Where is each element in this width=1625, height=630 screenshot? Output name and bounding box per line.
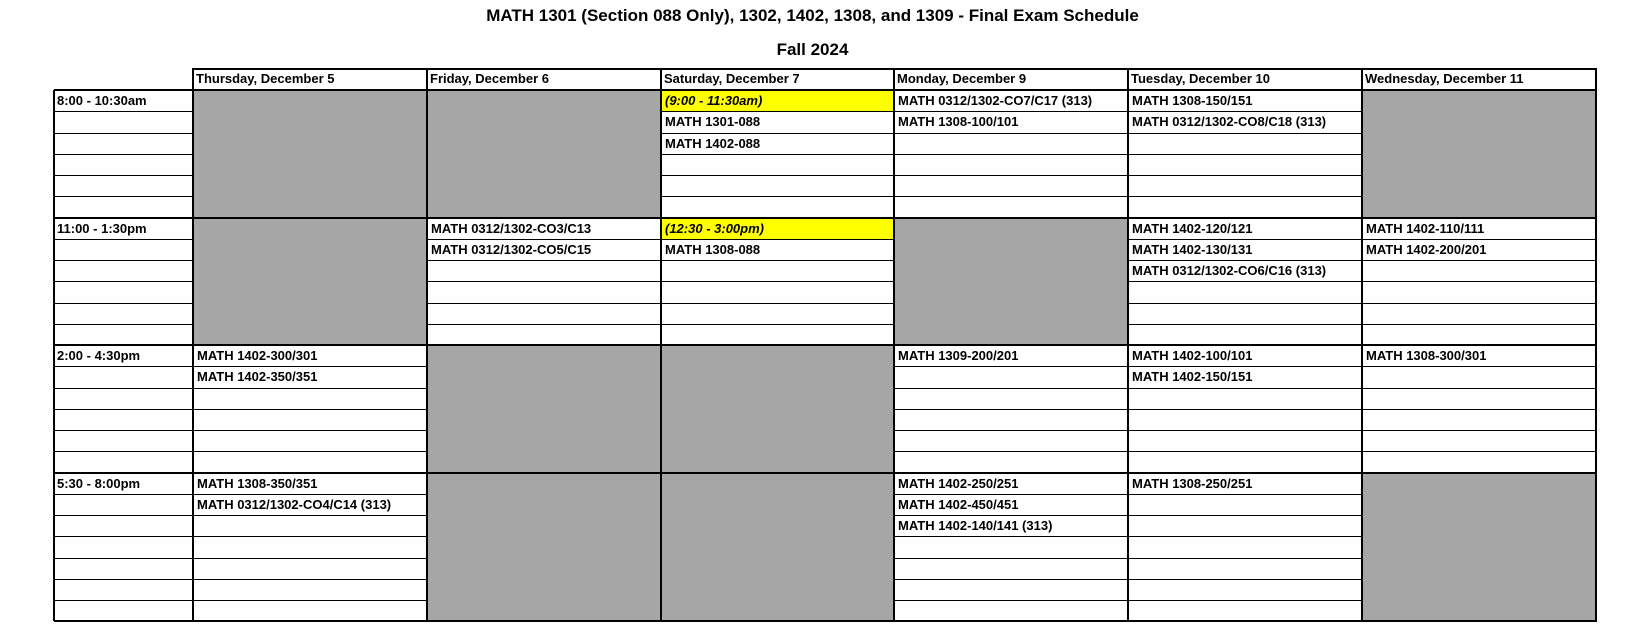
day-header-label: Thursday, December 5 bbox=[196, 71, 335, 86]
time-cell bbox=[54, 430, 193, 451]
slot-separator bbox=[54, 620, 1597, 622]
column-separator bbox=[660, 68, 662, 621]
column-separator bbox=[192, 68, 194, 621]
exam-cell bbox=[894, 451, 1128, 472]
exam-course: MATH 1308-250/251 bbox=[1132, 475, 1253, 491]
time-cell bbox=[54, 494, 193, 515]
slot-separator bbox=[54, 344, 1597, 346]
exam-course: MATH 1301-088 bbox=[665, 114, 761, 130]
exam-cell bbox=[1128, 388, 1362, 409]
session-time-note: (9:00 - 11:30am) bbox=[662, 91, 894, 111]
time-cell bbox=[54, 175, 193, 196]
exam-course: MATH 1308-088 bbox=[665, 241, 761, 257]
exam-cell bbox=[1128, 494, 1362, 515]
time-cell bbox=[54, 239, 193, 260]
exam-cell bbox=[193, 536, 427, 557]
time-cell bbox=[54, 324, 193, 345]
schedule-title: MATH 1301 (Section 088 Only), 1302, 1402, 1308, and 1309 - Final Exam Schedule bbox=[486, 6, 1139, 25]
exam-course: MATH 1402-120/121 bbox=[1132, 220, 1253, 236]
schedule-subtitle: Fall 2024 bbox=[776, 40, 849, 59]
exam-cell bbox=[427, 324, 661, 345]
exam-course: MATH 0312/1302-CO6/C16 (313) bbox=[1132, 263, 1327, 278]
exam-course: MATH 1402-130/131 bbox=[1132, 241, 1253, 257]
exam-cell bbox=[1128, 281, 1362, 302]
exam-cell bbox=[661, 260, 894, 281]
exam-cell bbox=[894, 133, 1128, 154]
exam-cell bbox=[894, 175, 1128, 196]
time-cell bbox=[54, 281, 193, 302]
time-slot-label: 8:00 - 10:30am bbox=[57, 93, 147, 108]
exam-cell bbox=[193, 515, 427, 536]
exam-course: MATH 1402-150/151 bbox=[1132, 369, 1253, 385]
blocked-cell-border bbox=[894, 218, 1128, 346]
time-cell bbox=[54, 451, 193, 472]
exam-cell bbox=[894, 154, 1128, 175]
time-cell bbox=[54, 303, 193, 324]
time-cell bbox=[54, 154, 193, 175]
exam-course: MATH 1402-250/251 bbox=[898, 475, 1019, 491]
exam-cell bbox=[661, 175, 894, 196]
exam-cell bbox=[193, 409, 427, 430]
exam-cell bbox=[1362, 281, 1596, 302]
session-time-note: (12:30 - 3:00pm) bbox=[662, 219, 894, 239]
exam-cell bbox=[894, 430, 1128, 451]
exam-course: MATH 1308-350/351 bbox=[197, 475, 318, 491]
exam-cell bbox=[1128, 133, 1362, 154]
exam-cell bbox=[1362, 388, 1596, 409]
exam-course: MATH 0312/1302-CO5/C15 bbox=[431, 241, 592, 257]
blocked-cell-border bbox=[427, 345, 661, 473]
time-cell bbox=[54, 515, 193, 536]
exam-cell bbox=[1128, 175, 1362, 196]
exam-cell bbox=[193, 388, 427, 409]
exam-course: MATH 0312/1302-CO4/C14 (313) bbox=[197, 496, 392, 512]
slot-separator bbox=[54, 89, 1597, 91]
exam-cell bbox=[1128, 154, 1362, 175]
exam-cell bbox=[894, 409, 1128, 430]
exam-cell bbox=[427, 303, 661, 324]
column-separator bbox=[426, 68, 428, 621]
blocked-cell-border bbox=[193, 90, 427, 218]
exam-cell bbox=[894, 600, 1128, 621]
exam-cell bbox=[1128, 558, 1362, 579]
blocked-cell-border bbox=[427, 90, 661, 218]
blocked-cell-border bbox=[661, 473, 894, 622]
exam-course: MATH 1402-200/201 bbox=[1366, 241, 1487, 257]
blocked-cell-border bbox=[427, 473, 661, 622]
slot-separator bbox=[54, 472, 1597, 474]
exam-cell bbox=[894, 388, 1128, 409]
exam-course: MATH 0312/1302-CO7/C17 (313) bbox=[898, 93, 1093, 108]
time-slot-label: 2:00 - 4:30pm bbox=[57, 348, 141, 363]
exam-cell bbox=[1362, 260, 1596, 281]
exam-course: MATH 1402-350/351 bbox=[197, 369, 318, 385]
time-cell bbox=[54, 536, 193, 557]
day-header-label: Friday, December 6 bbox=[430, 71, 549, 86]
exam-cell bbox=[1362, 430, 1596, 451]
exam-cell bbox=[427, 281, 661, 302]
column-separator bbox=[1361, 68, 1363, 621]
time-cell bbox=[54, 409, 193, 430]
exam-cell bbox=[661, 281, 894, 302]
exam-course: MATH 1402-450/451 bbox=[898, 496, 1019, 512]
exam-cell bbox=[427, 260, 661, 281]
blocked-cell-border bbox=[193, 218, 427, 346]
time-slot-label: 11:00 - 1:30pm bbox=[57, 220, 147, 236]
exam-cell bbox=[1362, 324, 1596, 345]
exam-cell bbox=[1128, 196, 1362, 217]
exam-course: MATH 1402-088 bbox=[665, 135, 761, 151]
exam-cell bbox=[1362, 451, 1596, 472]
exam-cell bbox=[1128, 600, 1362, 621]
exam-cell bbox=[1128, 430, 1362, 451]
exam-cell bbox=[1362, 366, 1596, 387]
blocked-cell-border bbox=[1362, 473, 1596, 622]
exam-cell bbox=[894, 558, 1128, 579]
exam-cell bbox=[1128, 579, 1362, 600]
blocked-cell-border bbox=[1362, 90, 1596, 218]
exam-cell bbox=[1128, 324, 1362, 345]
time-cell bbox=[54, 133, 193, 154]
column-separator bbox=[893, 68, 895, 621]
exam-course: MATH 0312/1302-CO3/C13 bbox=[431, 220, 592, 236]
column-separator bbox=[1595, 68, 1597, 621]
time-cell bbox=[54, 111, 193, 132]
exam-course: MATH 1402-140/141 (313) bbox=[898, 518, 1053, 533]
exam-cell bbox=[193, 451, 427, 472]
exam-cell bbox=[193, 600, 427, 621]
time-slot-label: 5:30 - 8:00pm bbox=[57, 475, 141, 491]
exam-course: MATH 1308-300/301 bbox=[1366, 348, 1487, 363]
time-cell bbox=[54, 196, 193, 217]
column-separator bbox=[53, 90, 55, 621]
exam-cell bbox=[1362, 303, 1596, 324]
day-header-label: Saturday, December 7 bbox=[664, 71, 800, 86]
exam-cell bbox=[661, 154, 894, 175]
time-cell bbox=[54, 579, 193, 600]
slot-separator bbox=[54, 217, 1597, 219]
exam-cell bbox=[1128, 409, 1362, 430]
exam-cell bbox=[1128, 515, 1362, 536]
exam-cell bbox=[1128, 451, 1362, 472]
exam-course: MATH 1309-200/201 bbox=[898, 348, 1019, 363]
exam-course: MATH 0312/1302-CO8/C18 (313) bbox=[1132, 114, 1327, 130]
exam-cell bbox=[193, 579, 427, 600]
exam-cell bbox=[894, 366, 1128, 387]
header-top-border bbox=[193, 68, 1596, 70]
exam-cell bbox=[894, 536, 1128, 557]
time-cell bbox=[54, 366, 193, 387]
day-header-label: Monday, December 9 bbox=[897, 71, 1027, 86]
column-separator bbox=[1127, 68, 1129, 621]
exam-course: MATH 1402-300/301 bbox=[197, 348, 318, 363]
exam-cell bbox=[1128, 536, 1362, 557]
exam-course: MATH 1308-150/151 bbox=[1132, 93, 1253, 108]
exam-cell bbox=[1128, 303, 1362, 324]
exam-course: MATH 1402-110/111 bbox=[1366, 220, 1485, 236]
blocked-cell-border bbox=[661, 345, 894, 473]
exam-cell bbox=[661, 196, 894, 217]
exam-cell bbox=[894, 579, 1128, 600]
exam-cell bbox=[193, 430, 427, 451]
exam-course: MATH 1308-100/101 bbox=[898, 114, 1019, 130]
time-cell bbox=[54, 558, 193, 579]
time-cell bbox=[54, 260, 193, 281]
exam-cell bbox=[661, 303, 894, 324]
exam-cell bbox=[193, 558, 427, 579]
time-cell bbox=[54, 600, 193, 621]
day-header-label: Tuesday, December 10 bbox=[1131, 71, 1270, 86]
exam-cell bbox=[661, 324, 894, 345]
exam-cell bbox=[894, 196, 1128, 217]
day-header-label: Wednesday, December 11 bbox=[1365, 71, 1524, 86]
exam-cell bbox=[1362, 409, 1596, 430]
time-cell bbox=[54, 388, 193, 409]
exam-course: MATH 1402-100/101 bbox=[1132, 348, 1253, 363]
